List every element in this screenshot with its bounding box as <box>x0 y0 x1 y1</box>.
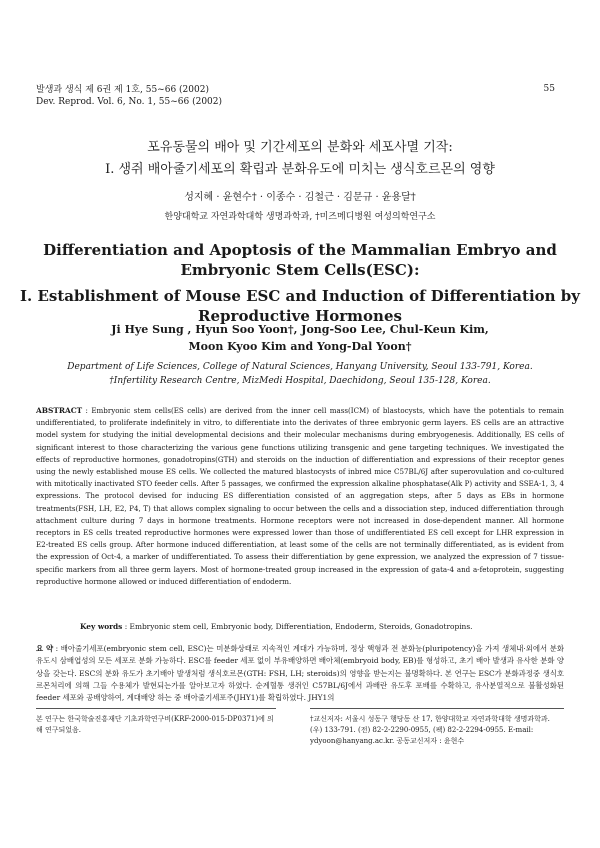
korean-summary-text: : 배아줄기세포(embryonic stem cell, ESC)는 미분화상태로 지속적인 계대가 가능하며, 정상 핵형과 전 분화능(pluripotency)을 가져 생체내·외에서 분화 유도시 삼배엽성의 모든 세포로 분화 가능하다. ESC를 feeder 세포 없이 부유배양하면 배아체(embryoid body, EB)를 형성하고, 초기 배아 발생과 유사한 분화 양상을 갖는다. ESC의 분화 유도가 초기배아 발생처럼 생식호르몬(GTH: FSH, LH; steroids)의 영향을 받는지는 불명확하다. 본 연구는 ESC가 분화과정중 생식호르몬처리에 의해 그들 수용체가 발현되는가를 알아보고자 하였다. 순계혈통 생쥐인 C57BL/6J에서 과배란 유도후 포배를 수확하고, 유사분열적으로 불활성화된 feeder 세포와 공배양하여, 계대배양 하는 중 배아줄기세포주(JHY1)를 확립하였다. JHY1의 <box>36 644 564 703</box>
journal-header <box>36 84 222 108</box>
english-authors <box>0 321 600 355</box>
english-title-line1: Differentiation and Apoptosis of the Mammalian Embryo and <box>43 241 557 259</box>
korean-title-line1: 포유동물의 배아 및 기간세포의 분화와 세포사멸 기작: <box>147 140 453 155</box>
korean-title-line2: I. 생쥐 배아줄기세포의 확립과 분화유도에 미치는 생식호르몬의 영향 <box>105 162 495 177</box>
korean-summary-label: 요 약 <box>36 644 54 653</box>
keywords-text: : Embryonic stem cell, Embryonic body, Differentiation, Endoderm, Steroids, Gonadotropins. <box>122 622 473 631</box>
english-affiliation-line2: †Infertility Research Centre, MizMedi Hospital, Daechidong, Seoul 135-128, Korea. <box>109 376 491 386</box>
english-title-line2: Embryonic Stem Cells(ESC): <box>180 261 420 279</box>
english-authors-line2: Moon Kyoo Kim and Yong-Dal Yoon† <box>188 340 412 353</box>
abstract-text: : Embryonic stem cells(ES cells) are derived from the inner cell mass(ICM) of blastocysts, which have the potentials to remain undifferentiated, to proliferate indefinitely in vitro, to differentiate into the derivates of three embryonic germ layers. ES cells are an attractive model system for studying the initial developmental decisions and their molecular mechanisms during embryogenesis. Additionally, ES cells of significant interest to those characterizing the various gene functions utilizing transgenic and gene targeting techniques. We investigated the effects of reproductive hormones, gonadotropins(GTH) and steroids on the induction of differentiation and expressions of their receptor genes using the newly established mouse ES cells. We collected the matured blastocysts of inbred mice C57BL/6J after superovulation and co-cultured with mitotically inactivated STO feeder cells. After 5 passages, we confirmed the expression alkaline phosphatase(Alk P) activity and SSEA-1, 3, 4 expressions. The protocol devised for inducing ES differentiation consisted of an aggregation steps, after 5 days as EBs in hormone treatments(FSH, LH, E2, P4, T) that allows complex signaling to occur between the cells and a dissociation step, induced differentiation through attachment culture during 7 days in hormone treatments. Hormone receptors were not increased in dose-dependent manner. All hormone receptors in ES cells treated reproductive hormones were expressed lower than those of undifferentiated ES cell except for LHR expression in E2-treated ES cells group. After hormone induced differentiation, at least some of the cells are not terminally differentiated, as is evident from the expression of Oct-4, a marker of undifferentiated. To assess their differentiation by gene expression, we analyzed the expression of 7 tissue-specific markers from all three germ layers. Most of hormone-treated group increased in the expression of gata-4 and a-fetoprotein, suggesting reproductive hormone allowed or induced differentiation of endoderm. <box>36 406 564 586</box>
abstract <box>36 405 564 588</box>
english-title-line4: Reproductive Hormones <box>198 307 402 325</box>
abstract-label: ABSTRACT <box>36 406 83 415</box>
english-title-sub <box>0 286 600 326</box>
english-affiliation <box>0 360 600 388</box>
korean-authors: 성지혜 · 윤현수† · 이종수 · 김철근 · 김문규 · 윤용달† <box>184 192 416 203</box>
footnote-divider-right <box>310 708 564 709</box>
english-affiliation-line1: Department of Life Sciences, College of Natural Sciences, Hanyang University, Seoul 133-791, Korea. <box>67 362 533 372</box>
english-title-main <box>0 240 600 280</box>
keywords-label: Key words <box>80 622 123 631</box>
funding-footnote: 본 연구는 한국학술진흥재단 기초과학연구비(KRF-2000-015-DP0371)에 의해 연구되었음. <box>36 715 274 734</box>
journal-header-english: Dev. Reprod. Vol. 6, No. 1, 55~66 (2002) <box>36 97 223 107</box>
english-title-line3: I. Establishment of Mouse ESC and Induction of Differentiation by <box>20 287 580 305</box>
english-authors-line1: Ji Hye Sung , Hyun Soo Yoon†, Jong-Soo Lee, Chul-Keun Kim, <box>111 323 489 336</box>
korean-affiliation: 한양대학교 자연과학대학 생명과학과, †미즈메디병원 여성의학연구소 <box>164 212 436 222</box>
page-number: 55 <box>543 84 555 94</box>
keywords <box>80 622 472 631</box>
journal-header-korean: 발생과 생식 제 6권 제 1호, 55~66 (2002) <box>36 85 209 95</box>
korean-summary <box>36 643 564 704</box>
footnote-divider-left <box>36 708 276 709</box>
corresponding-author-footnote: †교신저자: 서울시 성동구 행당동 산 17, 한양대학교 자연과학대학 생명과학과. (우) 133-791. (전) 82-2-2290-0955, (팩) 82-2-2294-0955. E-mail: ydyoon@hanyang.ac.kr. 공동교신저자 : 윤현수 <box>310 715 550 745</box>
